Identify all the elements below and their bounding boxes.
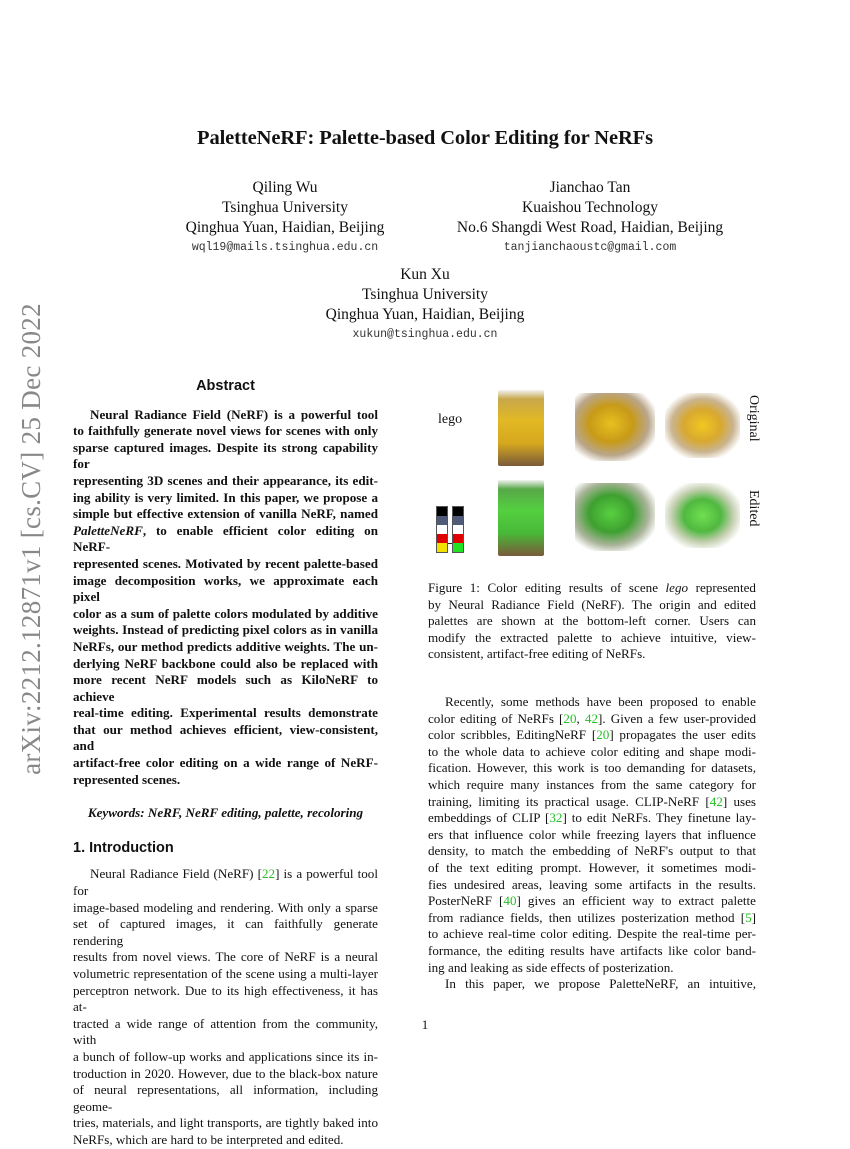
author-address: Qinghua Yuan, Haidian, Beijing (185, 219, 385, 236)
citation-link[interactable]: 40 (503, 893, 517, 909)
render-edited-front-view (665, 483, 740, 548)
arxiv-stamp[interactable]: arXiv:2212.12871v1 [cs.CV] 25 Dec 2022 (16, 303, 46, 775)
edited-row-label: Edited (746, 490, 761, 527)
caption-line: Figure 1: Color editing results of scene lego represented (428, 580, 756, 595)
intro-line: tracted a wide range of attention from the community, with (73, 1015, 378, 1048)
abstract-heading: Abstract (196, 378, 255, 394)
intro-line: tries, materials, and light transports, are tightly baked into (73, 1115, 378, 1131)
intro-line: troduction in 2020. However, due to the black-box nature (73, 1065, 378, 1081)
author-name: Qiling Wu (252, 179, 318, 196)
keywords: Keywords: NeRF, NeRF editing, palette, recoloring (87, 805, 364, 821)
abstract-line: weights. Instead of predicting pixel colors as in vanilla (73, 622, 378, 638)
body-line: from radiance fields, then utilizes posterization method [5] (428, 909, 756, 925)
abstract-line: simple but effective extension of vanilla NeRF, named (73, 506, 378, 522)
author-affiliation: Tsinghua University (362, 286, 488, 303)
abstract-body (73, 407, 378, 789)
author-email[interactable]: xukun@tsinghua.edu.cn (352, 328, 498, 341)
caption-line: by Neural Radiance Field (NeRF). The origin and edited (428, 596, 756, 612)
body-line: to achieve real-time color editing. Despite the real-time per- (428, 926, 756, 942)
abstract-line: sparse captured images. Despite its strong capability for (73, 439, 378, 472)
body-line: training, limiting its practical usage. CLIP-NeRF [42] uses (428, 793, 757, 809)
palette-swatch (437, 534, 447, 543)
citation-link[interactable]: 5 (745, 909, 752, 925)
citation-link[interactable]: 22 (261, 866, 276, 882)
body-line: to the whole data to achieve color editing and shape modi- (428, 743, 756, 759)
intro-line: a bunch of follow-up works and applications since its in- (73, 1048, 378, 1064)
abstract-line: represented scenes. (73, 771, 181, 787)
render-edited-side-view (575, 483, 655, 551)
body-line: of the text editing prompt. However, it sometimes modi- (428, 859, 756, 875)
caption-line: palettes are shown at the bottom-left corner. Users can (428, 613, 756, 629)
render-edited-top-view (498, 480, 544, 556)
body-line: embeddings of CLIP [32] to edit NeRFs. They finetune lay- (428, 810, 756, 826)
abstract-line: represented scenes. Motivated by recent palette-based (73, 555, 378, 571)
citation-link[interactable]: 42 (584, 710, 598, 726)
body-line: ers that influence color while freezing layers that influence (428, 826, 756, 842)
render-original-top-view (498, 390, 544, 466)
palette-swatch (437, 507, 447, 516)
scene-label: lego (438, 412, 463, 427)
intro-body (73, 866, 378, 1148)
abstract-line: PaletteNeRF, to enable efficient color editing on NeRF- (73, 522, 378, 555)
abstract-line: image decomposition works, we approximate each pixel (73, 572, 378, 605)
method-name: PaletteNeRF (73, 522, 143, 538)
citation-link[interactable]: 20 (596, 727, 610, 743)
palette-swatch (453, 516, 463, 525)
author-name: Kun Xu (400, 266, 450, 283)
abstract-line: derlying NeRF backbone could also be replaced with (73, 655, 378, 671)
abstract-line: color as a sum of palette colors modulated by additive (73, 605, 378, 621)
body-line: In this paper, we propose PaletteNeRF, an intuitive, (445, 976, 756, 992)
intro-line: perceptron network. Due to its high effectiveness, it has at- (73, 982, 378, 1015)
author-block-1 (140, 178, 430, 258)
intro-line: results from novel views. The core of NeRF is a neural (73, 949, 378, 965)
body-line: ing and leaking as side effects of posterization. (428, 959, 674, 975)
abstract-line: real-time editing. Experimental results demonstrate (73, 705, 378, 721)
palette-swatch (453, 543, 463, 552)
palette-swatch (453, 507, 463, 516)
palette-original (436, 506, 448, 553)
render-original-side-view (575, 393, 655, 461)
author-name: Jianchao Tan (549, 179, 631, 196)
author-address: Qinghua Yuan, Haidian, Beijing (325, 306, 525, 323)
body-line: color scribbles, EditingNeRF [20] propagates the user edits (428, 727, 756, 743)
palette-swatch (437, 543, 447, 552)
author-block-3 (250, 265, 600, 345)
caption-line: modify the extracted palette to achieve intuitive, view- (428, 629, 756, 645)
palette-swatch (437, 525, 447, 534)
body-line: Recently, some methods have been proposed to enable (445, 694, 756, 709)
original-row-label: Original (746, 395, 761, 442)
intro-line: volumetric representation of the scene using a multi-layer (73, 966, 378, 981)
right-column (428, 694, 756, 993)
abstract-line: more recent NeRF models such as KiloNeRF to achieve (73, 672, 378, 704)
body-line: PosterNeRF [40] gives an efficient way to extract palette (428, 893, 756, 909)
abstract-line: to faithfully generate novel views for scenes with only (73, 423, 378, 439)
author-affiliation: Kuaishou Technology (522, 199, 658, 216)
figure-caption (428, 580, 756, 663)
author-email[interactable]: wql19@mails.tsinghua.edu.cn (191, 241, 379, 254)
figure-1 (425, 385, 795, 555)
render-original-front-view (665, 393, 740, 458)
author-email[interactable]: tanjianchaoustc@gmail.com (503, 241, 677, 254)
citation-link[interactable]: 32 (549, 810, 563, 826)
palette-swatch (453, 525, 463, 534)
palette-edited (452, 506, 464, 553)
caption-line: consistent, artifact-free editing of NeRFs. (428, 646, 646, 662)
intro-line: NeRFs, which are hard to be interpreted and edited. (73, 1131, 344, 1147)
intro-line: image-based modeling and rendering. With only a sparse (73, 899, 378, 915)
body-line: fies undesired areas, leaving some artifacts in the results. (428, 876, 756, 892)
abstract-line: that our method achieves efficient, view-consistent, and (73, 721, 378, 754)
author-address: No.6 Shangdi West Road, Haidian, Beijing (456, 219, 724, 236)
body-line: which require many instances from the same category for (428, 776, 756, 792)
palette-swatch (453, 534, 463, 543)
abstract-line: artifact-free color editing on a wide range of NeRF- (73, 755, 378, 771)
abstract-line: representing 3D scenes and their appearance, its edit- (73, 472, 378, 488)
page-number: 1 (421, 1017, 429, 1032)
intro-line: of neural representations, all information, including geome- (73, 1082, 378, 1114)
body-line: fication. However, this work is too demanding for datasets, (428, 760, 756, 776)
body-line: density, to match the embedding of NeRF's output to that (428, 843, 756, 859)
intro-line: set of captured images, it can faithfully generate rendering (73, 916, 378, 948)
intro-heading: 1. Introduction (73, 839, 174, 856)
abstract-line: ing ability is very limited. In this paper, we propose a (73, 489, 378, 505)
body-line: color editing of NeRFs [20, 42]. Given a few user-provided (428, 710, 757, 726)
author-affiliation: Tsinghua University (222, 199, 348, 216)
author-block-2 (390, 178, 790, 258)
abstract-line: NeRFs, our method predicts additive weights. The un- (73, 638, 378, 654)
abstract-line: Neural Radiance Field (NeRF) is a powerful tool (90, 406, 378, 422)
intro-line: Neural Radiance Field (NeRF) [22] is a powerful tool for (73, 866, 378, 899)
palette-swatch (437, 516, 447, 525)
paper-title: PaletteNeRF: Palette-based Color Editing for NeRFs (197, 127, 653, 149)
body-line: formance, the editing results have artifacts like color band- (428, 942, 756, 958)
citation-link[interactable]: 20 (563, 710, 577, 726)
citation-link[interactable]: 42 (709, 793, 723, 809)
